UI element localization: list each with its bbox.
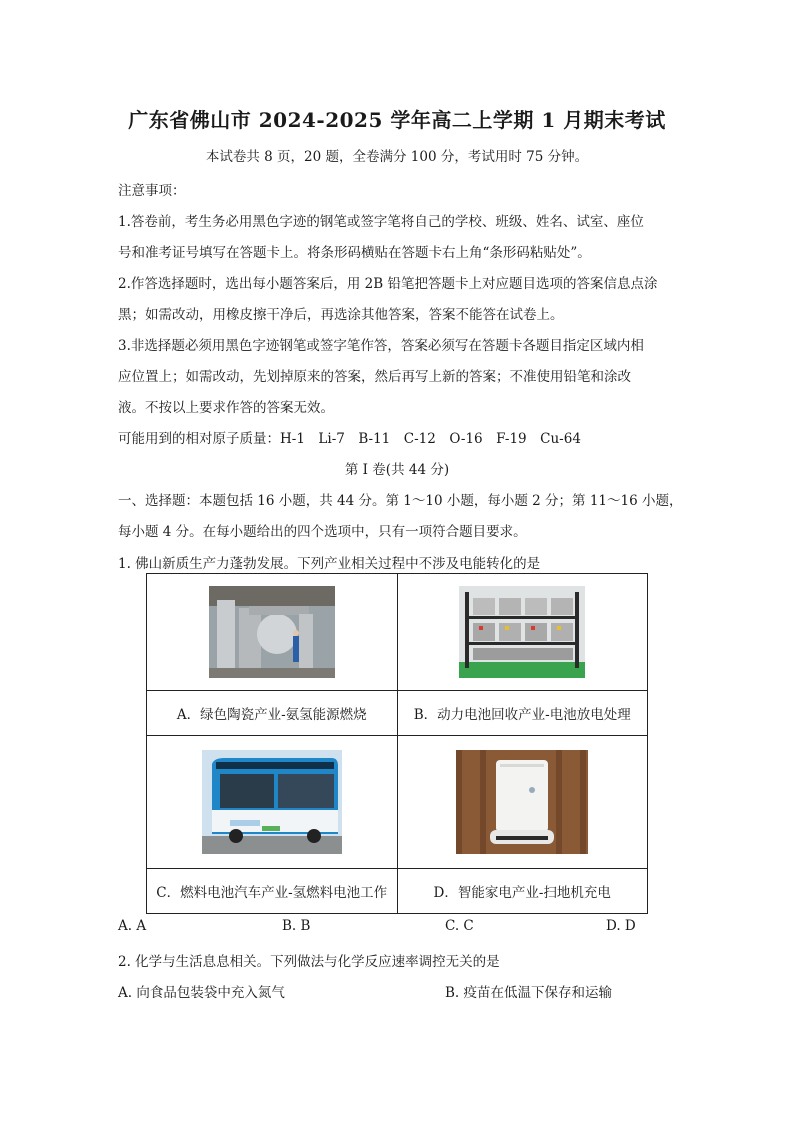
robot-vacuum-dock-photo xyxy=(456,750,588,854)
notes-line: 应位置上；如需改动，先划掉原来的答案，然后再写上新的答案；不准使用铅笔和涂改 xyxy=(118,369,631,385)
section-title: 第 I 卷(共 44 分) xyxy=(344,462,450,478)
fuel-cell-bus-photo xyxy=(202,750,342,854)
exam-title: 广东省佛山市 2024-2025 学年高二上学期 1 月期末考试 xyxy=(128,108,666,132)
option-a-image-cell xyxy=(147,574,398,691)
notes-line: 2.作答选择题时，选出每小题答案后，用 2B 铅笔把答题卡上对应题目选项的答案信息点涂 xyxy=(118,276,658,292)
option-a-label: A．绿色陶瓷产业-氨氢能源燃烧 xyxy=(147,691,398,736)
question-1-options-table xyxy=(146,573,648,914)
question-1-choice-b[interactable]: B. B xyxy=(282,918,311,934)
section-intro-line: 一、选择题：本题包括 16 小题，共 44 分。第 1～10 小题，每小题 2 分；第 11～16 小题， xyxy=(118,493,683,509)
atomic-masses: 可能用到的相对原子质量：H-1 Li-7 B-11 C-12 O-16 F-19 Cu-64 xyxy=(118,431,581,447)
question-2-option-b[interactable]: B. 疫苗在低温下保存和运输 xyxy=(445,985,613,1001)
question-1-choice-a[interactable]: A. A xyxy=(118,918,147,934)
ceramic-factory-photo xyxy=(209,586,335,678)
question-1-stem: 1. 佛山新质生产力蓬勃发展。下列产业相关过程中不涉及电能转化的是 xyxy=(118,556,541,572)
option-d-label: D．智能家电产业-扫地机充电 xyxy=(397,869,648,914)
option-c-label: C．燃料电池汽车产业-氢燃料电池工作 xyxy=(147,869,398,914)
section-intro-line: 每小题 4 分。在每小题给出的四个选项中，只有一项符合题目要求。 xyxy=(118,524,527,540)
question-2-option-a[interactable]: A. 向食品包装袋中充入氮气 xyxy=(118,985,285,1001)
notes-line: 液。不按以上要求作答的答案无效。 xyxy=(118,400,334,416)
notes-heading: 注意事项： xyxy=(118,183,186,199)
notes-line: 1.答卷前，考生务必用黑色字迹的钢笔或签字笔将自己的学校、班级、姓名、试室、座位 xyxy=(118,214,644,230)
notes-line: 3.非选择题必须用黑色字迹钢笔或签字笔作答，答案必须写在答题卡各题目指定区域内相 xyxy=(118,338,644,354)
notes-line: 黑；如需改动，用橡皮擦干净后，再选涂其他答案，答案不能答在试卷上。 xyxy=(118,307,564,323)
option-b-image-cell xyxy=(397,574,648,691)
question-1-choice-d[interactable]: D. D xyxy=(606,918,636,934)
option-b-label: B．动力电池回收产业-电池放电处理 xyxy=(397,691,648,736)
battery-rack-photo xyxy=(459,586,585,678)
option-d-image-cell xyxy=(397,736,648,869)
exam-subtitle: 本试卷共 8 页，20 题，全卷满分 100 分，考试用时 75 分钟。 xyxy=(205,149,589,165)
notes-line: 号和准考证号填写在答题卡上。将条形码横贴在答题卡右上角“条形码粘贴处”。 xyxy=(118,245,591,261)
question-1-choice-c[interactable]: C. C xyxy=(445,918,474,934)
question-2-stem: 2. 化学与生活息息相关。下列做法与化学反应速率调控无关的是 xyxy=(118,954,500,970)
option-c-image-cell xyxy=(147,736,398,869)
